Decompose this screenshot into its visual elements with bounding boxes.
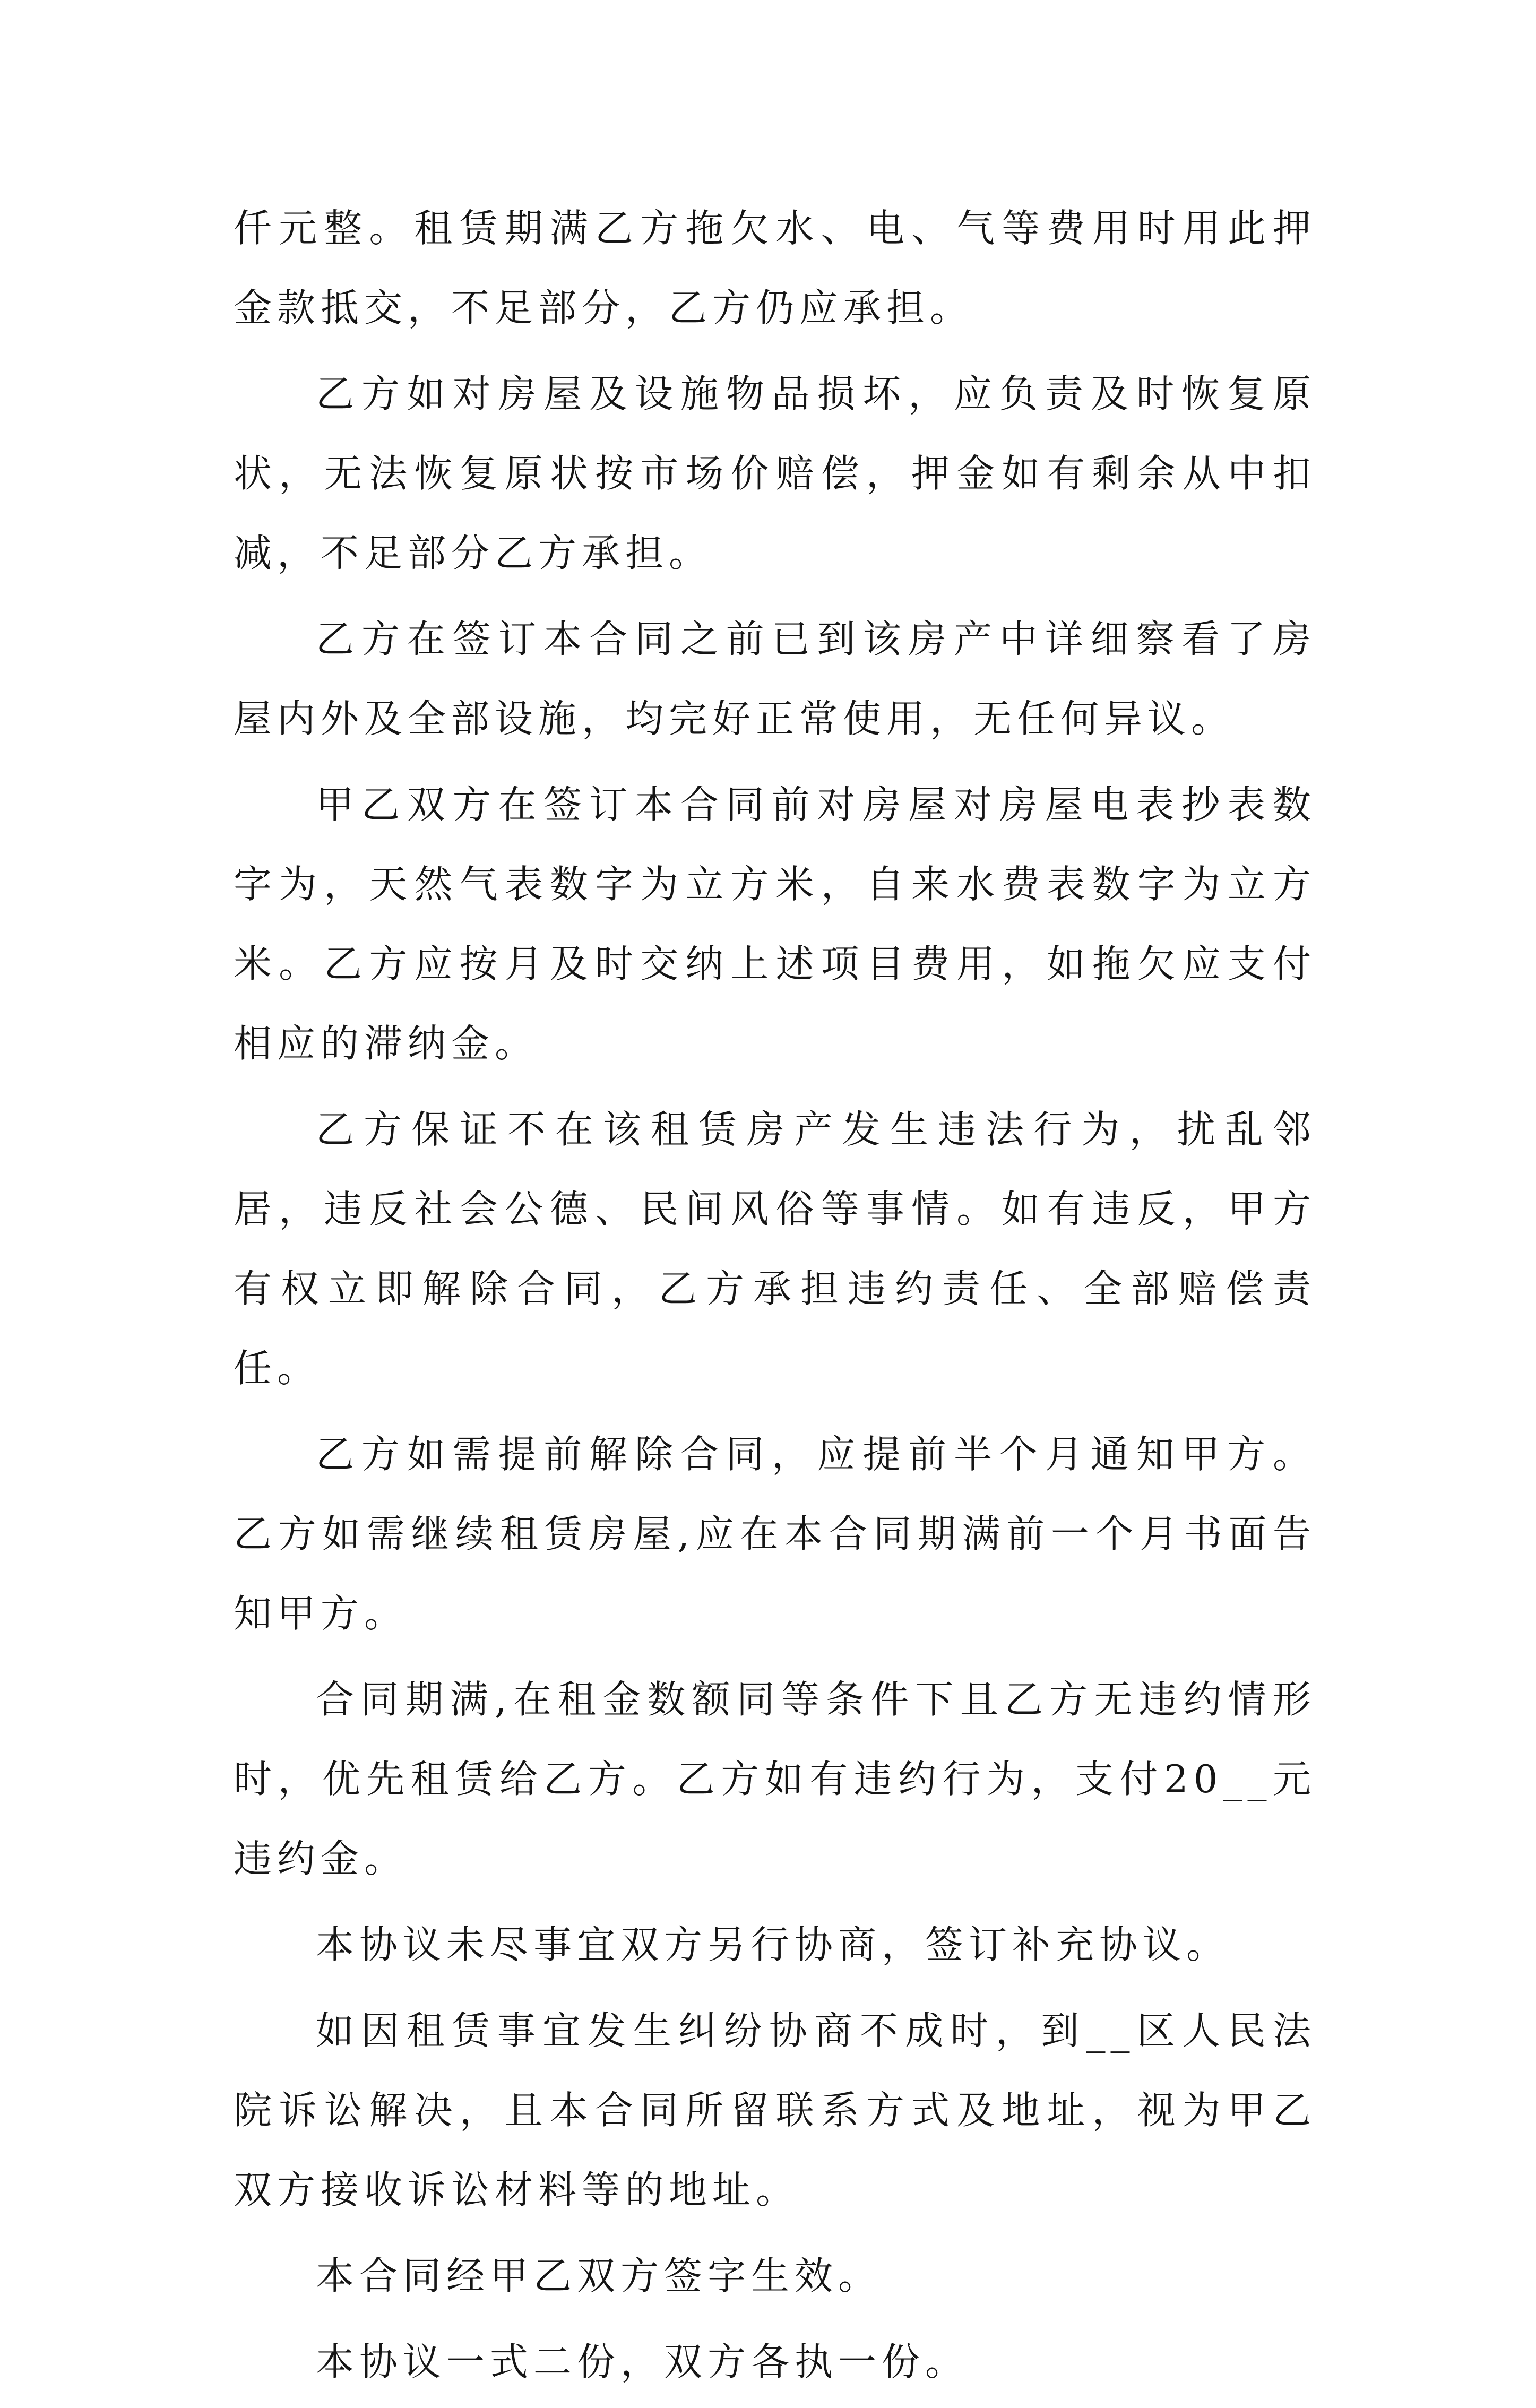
paragraph-copies: 本协议一式二份，双方各执一份。 bbox=[316, 2340, 969, 2384]
paragraph-inspection-acknowledgement: 乙方在签订本合同之前已到该房产中详细察看了房屋内外及全部设施，均完好正常使用，无任何异议。 bbox=[234, 617, 1316, 741]
paragraph-meter-readings: 甲乙双方在签订本合同前对房屋对房屋电表抄表数字为，天然气表数字为立方米，自来水费表数字为立方米。乙方应按月及时交纳上述项目费用，如拖欠应支付相应的滞纳金。 bbox=[234, 782, 1316, 1066]
paragraph-renewal-priority: 合同期满,在租金数额同等条件下且乙方无违约情形时，优先租赁给乙方。乙方如有违约行为，支付20__元违约金。 bbox=[234, 1677, 1316, 1881]
paragraph-effectiveness: 本合同经甲乙双方签字生效。 bbox=[316, 2254, 882, 2298]
paragraph-dispute-resolution: 如因租赁事宜发生纠纷协商不成时，到__区人民法院诉讼解决，且本合同所留联系方式及地址，视为甲乙双方接收诉讼材料等的地址。 bbox=[234, 2008, 1316, 2212]
paragraph-supplementary-agreement: 本协议未尽事宜双方另行协商，签订补充协议。 bbox=[316, 1922, 1230, 1967]
paragraph-deposit-offset: 仟元整。租赁期满乙方拖欠水、电、气等费用时用此押金款抵交，不足部分，乙方仍应承担。 bbox=[234, 206, 1316, 330]
document-body bbox=[234, 188, 1316, 2408]
paragraph-lawful-use: 乙方保证不在该租赁房产发生违法行为，扰乱邻居，违反社会公德、民间风俗等事情。如有违反，甲方有权立即解除合同，乙方承担违约责任、全部赔偿责任。 bbox=[234, 1107, 1316, 1391]
paragraph-damage-compensation: 乙方如对房屋及设施物品损坏，应负责及时恢复原状，无法恢复原状按市场价赔偿，押金如有剩余从中扣减，不足部分乙方承担。 bbox=[234, 372, 1316, 575]
paragraph-early-termination: 乙方如需提前解除合同，应提前半个月通知甲方。乙方如需继续租赁房屋,应在本合同期满前一个月书面告知甲方。 bbox=[234, 1432, 1316, 1636]
